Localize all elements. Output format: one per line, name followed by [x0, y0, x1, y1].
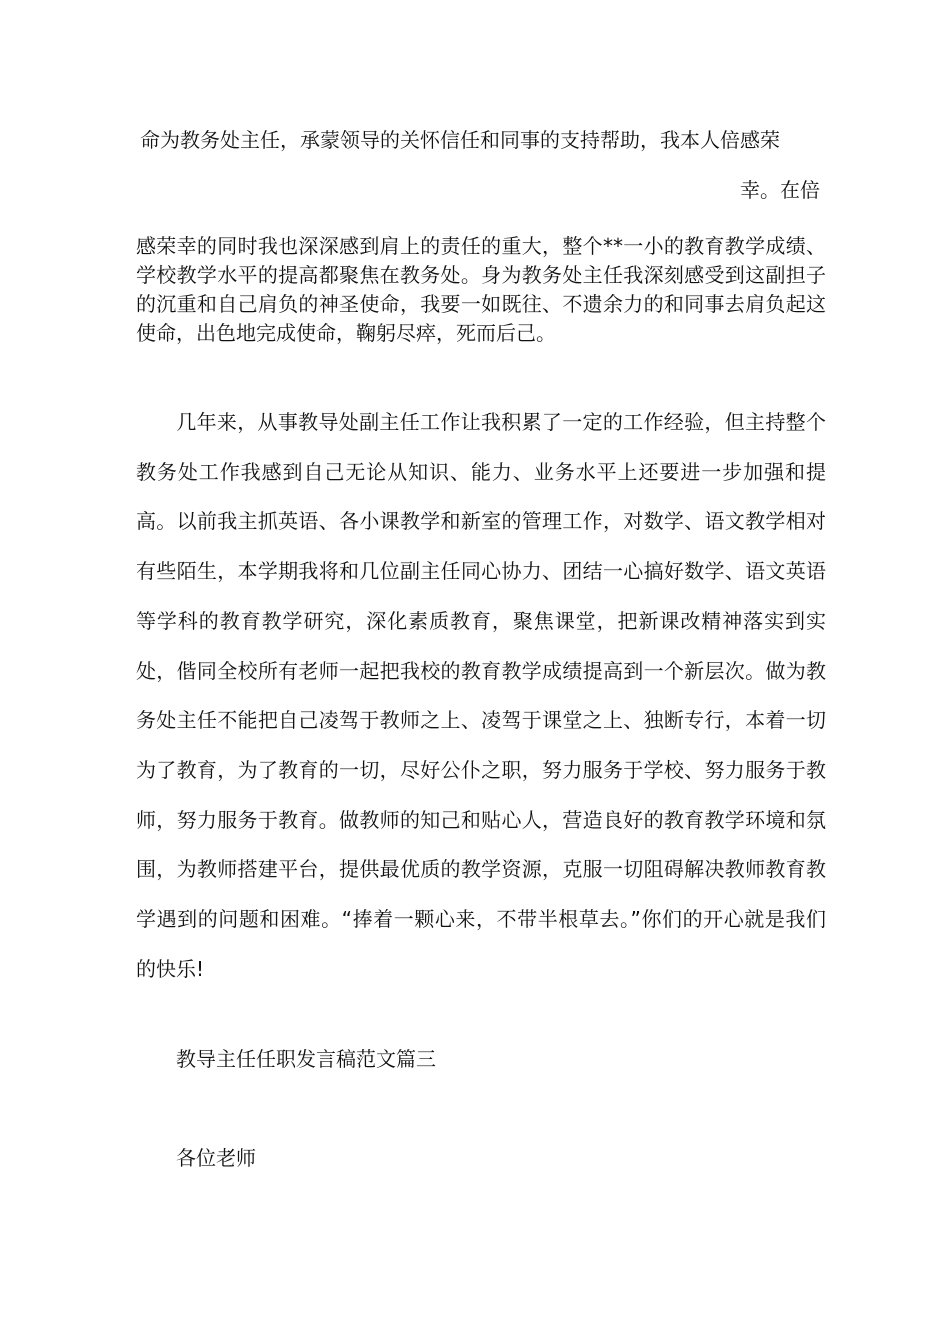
paragraph-3: [136, 398, 826, 994]
paragraph-3-text: 几年来，从事教导处副主任工作让我积累了一定的工作经验，但主持整个教务处工作我感到自己无论从知识、能力、业务水平上还要进一步加强和提高。以前我主抓英语、各小课教学和新室的管理工作，对数学、语文教学相对有些陌生，本学期我将和几位副主任同心协力、团结一心搞好数学、语文英语等学科的教育教学研究，深化素质教育，聚焦课堂，把新课改精神落实到实处，偕同全校所有老师一起把我校的教育教学成绩提高到一个新层次。做为教务处主任不能把自己凌驾于教师之上、凌驾于课堂之上、独断专行，本着一切为了教育，为了教育的一切，尽好公仆之职，努力服务于学校、努力服务于教师，努力服务于教育。做教师的知己和贴心人，营造良好的教育教学环境和氛围，为教师搭建平台，提供最优质的教学资源，克服一切阻碍解决教师教育教学遇到的问题和困难。“捧着一颗心来，不带半根草去。”你们的开心就是我们的快乐!: [136, 410, 826, 981]
greeting-text: 各位老师: [176, 1146, 256, 1170]
section-heading: 教导主任任职发言稿范文篇三: [176, 1047, 436, 1071]
paragraph-2: 感荣幸的同时我也深深感到肩上的责任的重大，整个**一小的教育教学成绩、学校教学水平的提高都聚焦在教务处。身为教务处主任我深刻感受到这副担子的沉重和自己肩负的神圣使命，我要一如既往、不遗余力的和同事去肩负起这使命，出色地完成使命，鞠躬尽瘁，死而后己。: [136, 234, 826, 345]
paragraph-1-line-1: 命为教务处主任，承蒙领导的关怀信任和同事的支持帮助，我本人倍感荣: [140, 128, 780, 152]
paragraph-1-line-2: 幸。在倍: [740, 178, 820, 202]
